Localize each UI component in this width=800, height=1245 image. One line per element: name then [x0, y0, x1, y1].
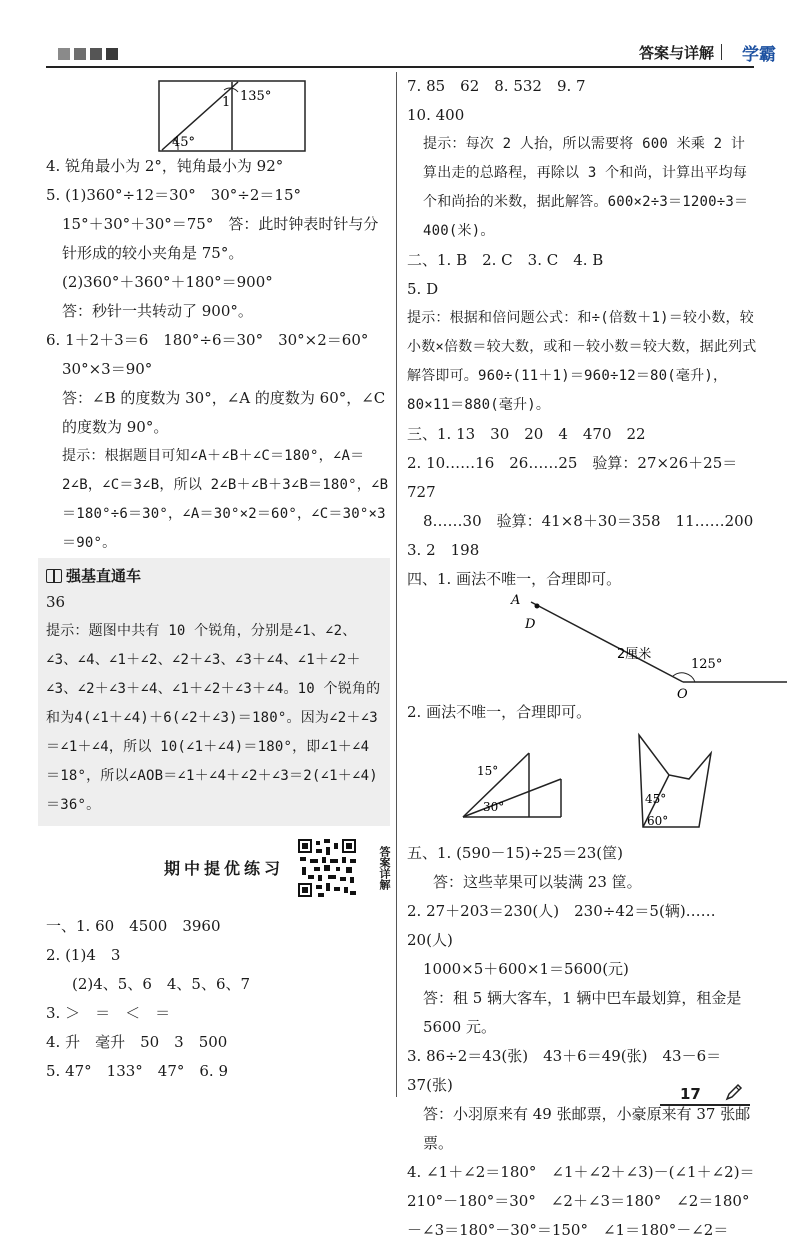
right-column — [407, 72, 757, 1245]
answer-line: 2. 10……16 26……25 验算：27×26＋25＝727 — [407, 454, 738, 501]
hint-text: 提示：根据和倍问题公式：和÷(倍数＋1)＝较小数，较小数×倍数＝较大数，或和－较小数＝较大数，据此列式解答即可。960÷(11＋1)＝960÷12＝80(毫升)，80×11＝880(毫升)。 — [407, 310, 757, 413]
left-column — [46, 152, 390, 1086]
answer-line: 答：小羽原来有 49 张邮票，小豪原来有 37 张邮票。 — [423, 1105, 751, 1152]
answer-line: 3. ＞ ＝ ＜ ＝ — [46, 1004, 171, 1022]
midterm-header — [46, 832, 390, 904]
answer-line: 4. 锐角最小为 2°，钝角最小为 92° — [46, 157, 284, 175]
strong-base-section — [38, 558, 390, 826]
header-decoration — [58, 48, 118, 60]
answer-line: 7. 85 62 8. 532 9. 7 — [407, 77, 586, 95]
answer-line: 答：租 5 辆大客车，1 辆中巴车最划算，租金是 5600 元。 — [423, 989, 742, 1036]
header-title: 答案与详解 — [638, 44, 714, 62]
header-logo: 学霸 — [742, 45, 776, 65]
answer-line: 2. 27＋203＝230(人) 230÷42＝5(辆)……20(人) — [407, 902, 716, 949]
section-hint: 提示：题图中共有 10 个锐角，分别是∠1、∠2、∠3、∠4、∠1＋∠2、∠2＋∠3、∠3＋∠4、∠1＋∠2＋∠3、∠2＋∠3＋∠4、∠1＋∠2＋∠3＋∠4。10 个锐角的和为4(∠1＋∠4)＋6(∠2＋∠3)＝180°。因为∠2＋∠3＝∠1＋∠4，所以 10(∠1＋∠4)＝180°，即∠1＋∠4＝18°，所以∠AOB＝∠1＋∠4＋∠2＋∠3＝2(∠1＋∠4)＝36°。 — [46, 623, 381, 813]
answer-line: 1000×5＋600×1＝5600(元) — [423, 960, 629, 978]
answer-line: 10. 400 — [407, 106, 465, 124]
set-square-figures — [407, 727, 747, 839]
qr-code-icon[interactable] — [298, 839, 356, 897]
point-d: D — [525, 617, 536, 632]
answer-line: (2)4、5、6 4、5、6、7 — [72, 975, 251, 993]
answer-line: 5. (1)360°÷12＝30° 30°÷2＝15° — [46, 186, 301, 204]
answer-line: 答：秒针一共转动了 900°。 — [62, 302, 253, 320]
answer-line: 三、1. 13 30 20 4 470 22 — [407, 425, 646, 443]
footer-rule — [660, 1104, 750, 1106]
rectangle-angle-figure — [158, 80, 308, 154]
angle-125: 125° — [691, 657, 723, 672]
answer-line: 3. 2 198 — [407, 541, 480, 559]
header-rule — [46, 66, 754, 68]
answer-line: 二、1. B 2. C 3. C 4. B — [407, 251, 604, 269]
point-o: O — [677, 687, 688, 698]
answer-line: 8……30 验算：41×8＋30＝358 11……200 — [423, 512, 754, 530]
column-divider — [396, 72, 397, 1097]
answer-line: 答：∠B 的度数为 30°，∠A 的度数为 60°，∠C 的度数为 90°。 — [62, 389, 386, 436]
answer-line: 30°×3＝90° — [62, 360, 153, 378]
section-answer: 36 — [46, 593, 66, 611]
answer-line: 5. D — [407, 280, 439, 298]
angle-135: 135° — [240, 89, 272, 104]
header-separator — [721, 44, 722, 60]
answer-line: 四、1. 画法不唯一，合理即可。 — [407, 570, 622, 588]
book-icon — [46, 569, 62, 583]
answer-line: 五、1. (590－15)÷25＝23(筐) — [407, 844, 623, 862]
page-number: 17 — [680, 1085, 701, 1103]
angle-figure-125 — [507, 594, 800, 698]
answer-line: 2. 画法不唯一，合理即可。 — [407, 703, 592, 721]
section-title — [46, 564, 382, 588]
point-a: A — [511, 594, 521, 608]
angle-30: 30° — [483, 800, 505, 814]
section-title-text: 强基直通车 — [66, 567, 142, 585]
answer-line: 答：这些苹果可以装满 23 筐。 — [433, 873, 642, 891]
answer-line: 2. (1)4 3 — [46, 946, 121, 964]
answer-line: 一、1. 60 4500 3960 — [46, 917, 221, 935]
answer-line: 4. 升 毫升 50 3 500 — [46, 1033, 228, 1051]
length-label: 2厘米 — [617, 647, 652, 662]
angle-15: 15° — [477, 764, 499, 778]
answer-line: 15°＋30°＋30°＝75° 答：此时钟表时针与分针形成的较小夹角是 75°。 — [62, 215, 379, 262]
angle-60: 60° — [647, 814, 669, 828]
label-1: 1 — [222, 95, 231, 110]
answer-line: (2)360°＋360°＋180°＝900° — [62, 273, 273, 291]
hint-text: 提示：每次 2 人抬，所以需要将 600 米乘 2 计算出走的总路程，再除以 3 个和尚，计算出平均每个和尚抬的米数，据此解答。600×2÷3＝1200÷3＝400(米)。 — [423, 136, 749, 239]
answer-line: 5. 47° 133° 47° 6. 9 — [46, 1062, 229, 1080]
pencil-icon — [724, 1082, 744, 1102]
qr-label: 答案详解 — [378, 846, 391, 890]
midterm-title: 期中提优练习 — [163, 858, 284, 878]
answer-line: 6. 1＋2＋3＝6 180°÷6＝30° 30°×2＝60° — [46, 331, 369, 349]
angle-45b: 45° — [645, 792, 667, 806]
answer-line: 3. 86÷2＝43(张) 43＋6＝49(张) 43－6＝37(张) — [407, 1047, 722, 1094]
answer-line: 4. ∠1＋∠2＝180° ∠1＋∠2＋∠3)－(∠1＋∠2)＝210°－180°＝30° ∠2＋∠3＝180° ∠2＝180°－∠3＝180°－30°＝150° ∠1＝180°－∠2＝ — [407, 1163, 755, 1239]
angle-45: 45° — [172, 135, 196, 150]
hint-text: 提示：根据题目可知∠A＋∠B＋∠C＝180°，∠A＝2∠B，∠C＝3∠B，所以 2∠B＋∠B＋3∠B＝180°，∠B＝180°÷6＝30°，∠A＝30°×2＝60°，∠C＝30°×3＝90°。 — [62, 448, 389, 551]
